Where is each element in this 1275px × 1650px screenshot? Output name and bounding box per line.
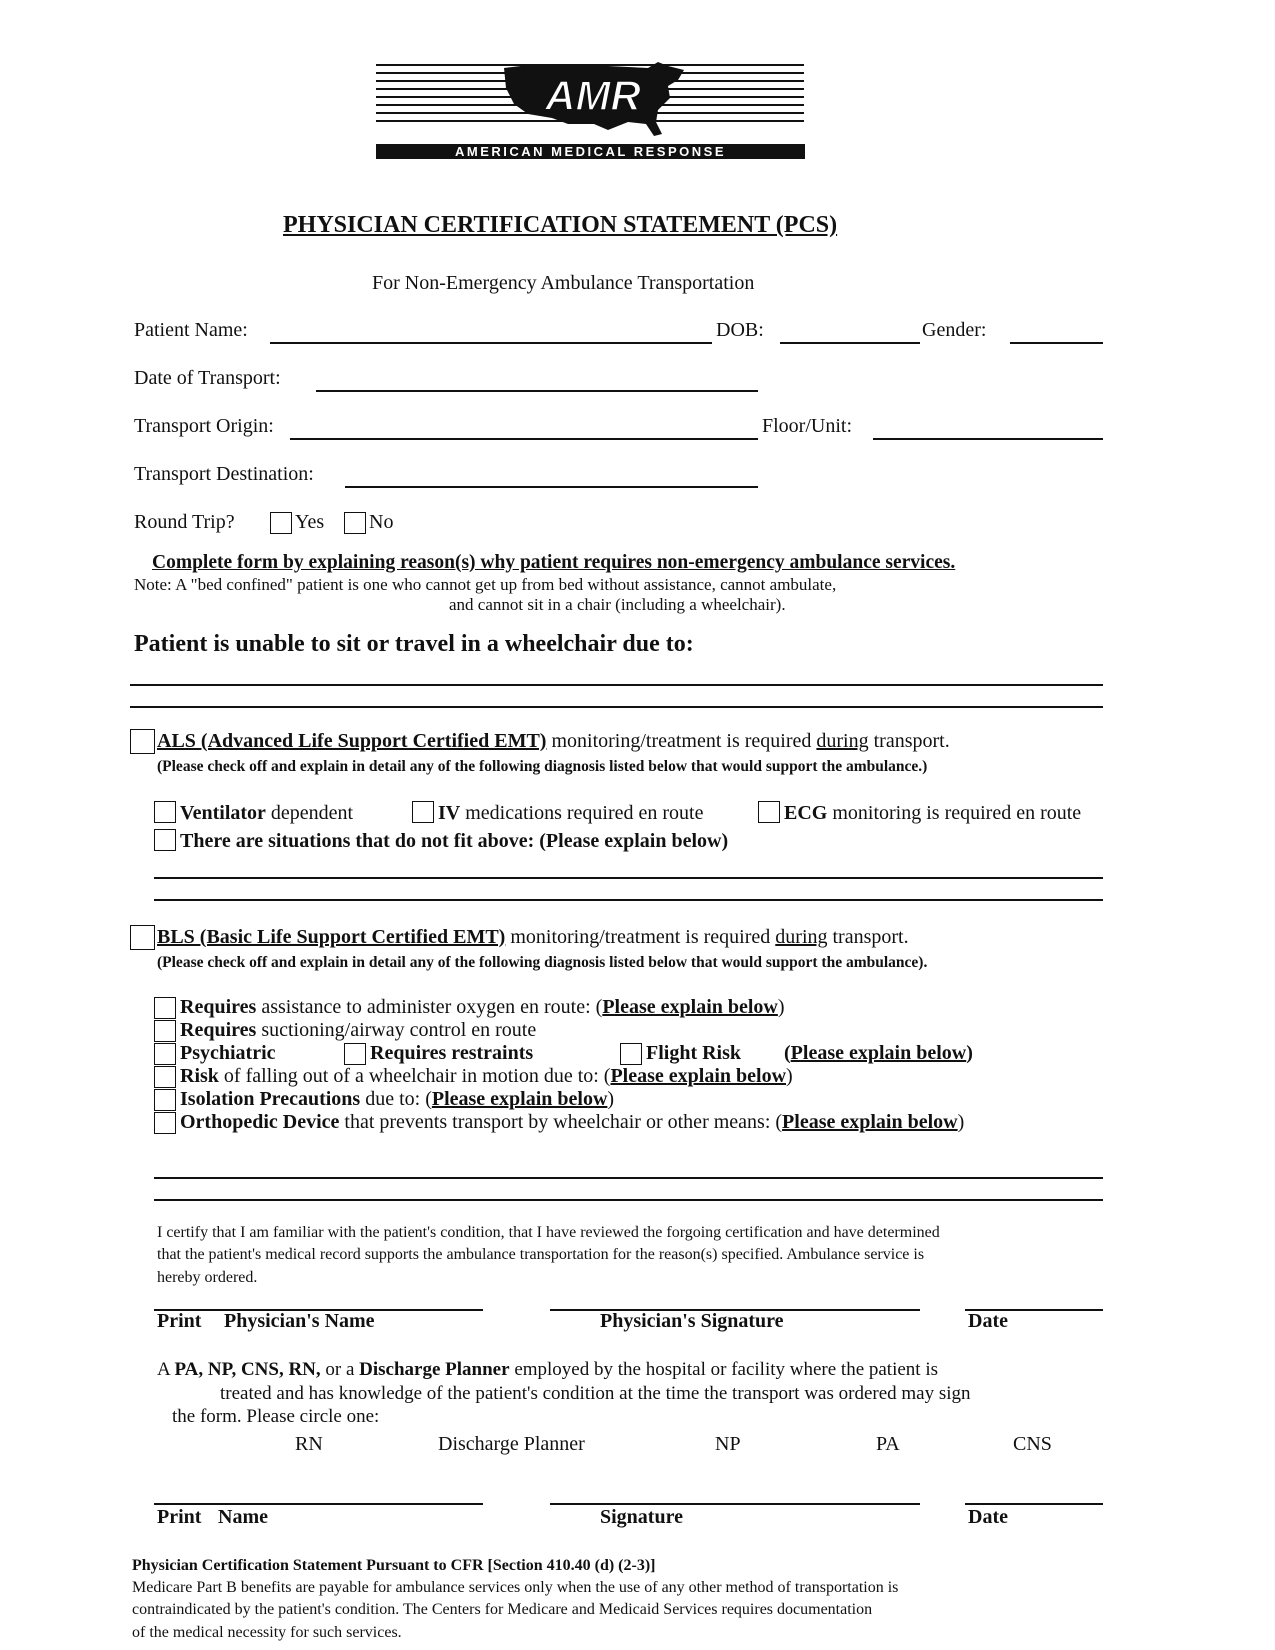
psychiatric-checkbox[interactable] — [154, 1043, 176, 1065]
bls-text-b: transport. — [827, 926, 909, 948]
note-line-1: Note: A "bed confined" patient is one who cannot get up from bed without assistance, cannot ambulate, — [134, 575, 837, 594]
oxygen-label-bold: Requires — [180, 996, 257, 1018]
signer-date-field[interactable] — [965, 1503, 1103, 1505]
flight-risk-label: Flight Risk — [646, 1042, 742, 1064]
footer-line-2: contraindicated by the patient's condition. The Centers for Medicare and Medicaid Services requires documentation — [132, 1601, 873, 1618]
sig2-date-label: Date — [968, 1506, 1008, 1528]
certification-line-2: that the patient's medical record supports the ambulance transportation for the reason(s) specified. Ambulance service is — [157, 1246, 925, 1263]
restraints-label: Requires restraints — [370, 1042, 534, 1064]
isolation-label: due to: ( — [360, 1088, 432, 1110]
certification-line-3: hereby ordered. — [157, 1269, 258, 1286]
ventilator-checkbox[interactable] — [154, 801, 176, 823]
signer-name-field[interactable] — [154, 1503, 483, 1505]
orthopedic-checkbox[interactable] — [154, 1112, 176, 1134]
suction-label: suctioning/airway control en route — [256, 1019, 537, 1041]
wheelchair-reason-line-1[interactable] — [130, 684, 1103, 686]
sig2-name-label: Name — [218, 1506, 268, 1528]
ecg-checkbox[interactable] — [758, 801, 780, 823]
footer-heading: Physician Certification Statement Pursuant to CFR [Section 410.40 (d) (2-3)] — [132, 1557, 656, 1574]
signer-signature-field[interactable] — [550, 1503, 920, 1505]
bls-title: BLS (Basic Life Support Certified EMT) — [157, 926, 506, 948]
als-during: during — [816, 730, 869, 752]
risk-explain: Please explain below — [610, 1065, 787, 1087]
gender-field[interactable] — [1010, 342, 1103, 344]
round-trip-no-label: No — [369, 511, 394, 533]
bls-during: during — [775, 926, 828, 948]
complete-form-instruction: Complete form by explaining reason(s) why patient requires non-emergency ambulance services. — [152, 552, 956, 573]
us-map-logo-icon — [498, 58, 688, 140]
dob-field[interactable] — [780, 342, 920, 344]
transport-destination-label: Transport Destination: — [134, 463, 314, 485]
sig2-signature-label: Signature — [600, 1506, 683, 1528]
alternate-discharge-planner: Discharge Planner — [359, 1359, 510, 1380]
isolation-label-bold: Isolation Precautions — [180, 1088, 361, 1110]
dob-label: DOB: — [716, 319, 764, 341]
footer-line-1: Medicare Part B benefits are payable for ambulance services only when the use of any other method of transportation is — [132, 1579, 899, 1596]
als-explain-line-2[interactable] — [154, 899, 1103, 901]
footer-line-3: of the medical necessity for such services. — [132, 1624, 402, 1641]
ortho-label-bold: Orthopedic Device — [180, 1111, 340, 1133]
patient-name-field[interactable] — [270, 342, 712, 344]
sig1-signature-label: Physician's Signature — [600, 1310, 784, 1332]
certification-line-1: I certify that I am familiar with the patient's condition, that I have reviewed the forgoing certification and have determined — [157, 1224, 940, 1241]
ecg-label: monitoring is required en route — [827, 802, 1082, 824]
patient-name-label: Patient Name: — [134, 319, 248, 341]
option-np[interactable]: NP — [715, 1433, 741, 1455]
suction-checkbox[interactable] — [154, 1020, 176, 1042]
sig1-date-label: Date — [968, 1310, 1008, 1332]
bls-instruction: (Please check off and explain in detail any of the following diagnosis listed below that would support the ambulance). — [157, 954, 928, 971]
iv-checkbox[interactable] — [412, 801, 434, 823]
bls-text-a: monitoring/treatment is required — [505, 926, 776, 948]
round-trip-yes-label: Yes — [295, 511, 325, 533]
ortho-label: that prevents transport by wheelchair or other means: ( — [339, 1111, 783, 1133]
oxygen-checkbox[interactable] — [154, 997, 176, 1019]
gender-label: Gender: — [922, 319, 987, 341]
date-of-transport-field[interactable] — [316, 390, 758, 392]
transport-origin-field[interactable] — [290, 438, 758, 440]
risk-label: of falling out of a wheelchair in motion due to: ( — [218, 1065, 611, 1087]
wheelchair-reason-line-2[interactable] — [130, 706, 1103, 708]
alternate-rest: employed by the hospital or facility where the patient is — [509, 1359, 938, 1380]
logo-mark: AMR — [545, 72, 641, 119]
als-other-label: There are situations that do not fit above: (Please explain below) — [180, 830, 729, 852]
restraints-checkbox[interactable] — [344, 1043, 366, 1065]
transport-origin-label: Transport Origin: — [134, 415, 274, 437]
bls-checkbox[interactable] — [130, 925, 155, 950]
option-discharge-planner[interactable]: Discharge Planner — [438, 1433, 585, 1455]
als-explain-line-1[interactable] — [154, 877, 1103, 879]
sig1-print-label: Print — [157, 1310, 202, 1332]
form-subtitle: For Non-Emergency Ambulance Transportation — [372, 272, 755, 294]
als-text-a: monitoring/treatment is required — [546, 730, 817, 752]
alternate-or: or a — [320, 1359, 360, 1380]
bls-explain-line-1[interactable] — [154, 1177, 1103, 1179]
alternate-line-2: treated and has knowledge of the patient's condition at the time the transport was ordered may sign — [220, 1383, 971, 1404]
transport-destination-field[interactable] — [345, 486, 758, 488]
sig1-name-label: Physician's Name — [224, 1310, 375, 1332]
oxygen-label: assistance to administer oxygen en route: ( — [256, 996, 603, 1018]
option-rn[interactable]: RN — [295, 1433, 323, 1455]
wheelchair-heading: Patient is unable to sit or travel in a wheelchair due to: — [134, 631, 694, 657]
date-of-transport-label: Date of Transport: — [134, 367, 281, 389]
round-trip-no-checkbox[interactable] — [344, 512, 366, 534]
floor-unit-label: Floor/Unit: — [762, 415, 853, 437]
als-instruction: (Please check off and explain in detail any of the following diagnosis listed below that would support the ambulance.) — [157, 758, 928, 775]
ventilator-label-bold: Ventilator — [180, 802, 266, 824]
als-other-checkbox[interactable] — [154, 829, 176, 851]
ecg-label-bold: ECG — [784, 802, 828, 824]
isolation-checkbox[interactable] — [154, 1089, 176, 1111]
round-trip-label: Round Trip? — [134, 511, 235, 533]
option-cns[interactable]: CNS — [1013, 1433, 1052, 1455]
oxygen-explain: Please explain below — [602, 996, 778, 1018]
psychiatric-label: Psychiatric — [180, 1042, 276, 1064]
option-pa[interactable]: PA — [876, 1433, 900, 1455]
alternate-line-3: the form. Please circle one: — [172, 1406, 380, 1427]
flight-risk-explain: Please explain below — [790, 1042, 967, 1064]
floor-unit-field[interactable] — [873, 438, 1103, 440]
risk-falling-checkbox[interactable] — [154, 1066, 176, 1088]
flight-risk-checkbox[interactable] — [620, 1043, 642, 1065]
note-line-2: and cannot sit in a chair (including a wheelchair). — [449, 595, 786, 614]
als-text-b: transport. — [868, 730, 950, 752]
iv-label-bold: IV — [438, 802, 461, 824]
risk-label-bold: Risk — [180, 1065, 219, 1087]
round-trip-yes-checkbox[interactable] — [270, 512, 292, 534]
iv-label: medications required en route — [460, 802, 704, 824]
suction-label-bold: Requires — [180, 1019, 257, 1041]
als-checkbox[interactable] — [130, 729, 155, 754]
logo-tagline: AMERICAN MEDICAL RESPONSE — [376, 144, 805, 159]
als-title: ALS (Advanced Life Support Certified EMT) — [157, 730, 547, 752]
ortho-explain: Please explain below — [782, 1111, 958, 1133]
sig2-print-label: Print — [157, 1506, 202, 1528]
ventilator-label: dependent — [265, 802, 354, 824]
form-title: PHYSICIAN CERTIFICATION STATEMENT (PCS) — [283, 212, 838, 238]
isolation-explain: Please explain below — [431, 1088, 608, 1110]
alternate-a: A — [157, 1359, 175, 1380]
alternate-roles: PA, NP, CNS, RN, — [174, 1359, 321, 1380]
bls-explain-line-2[interactable] — [154, 1199, 1103, 1201]
